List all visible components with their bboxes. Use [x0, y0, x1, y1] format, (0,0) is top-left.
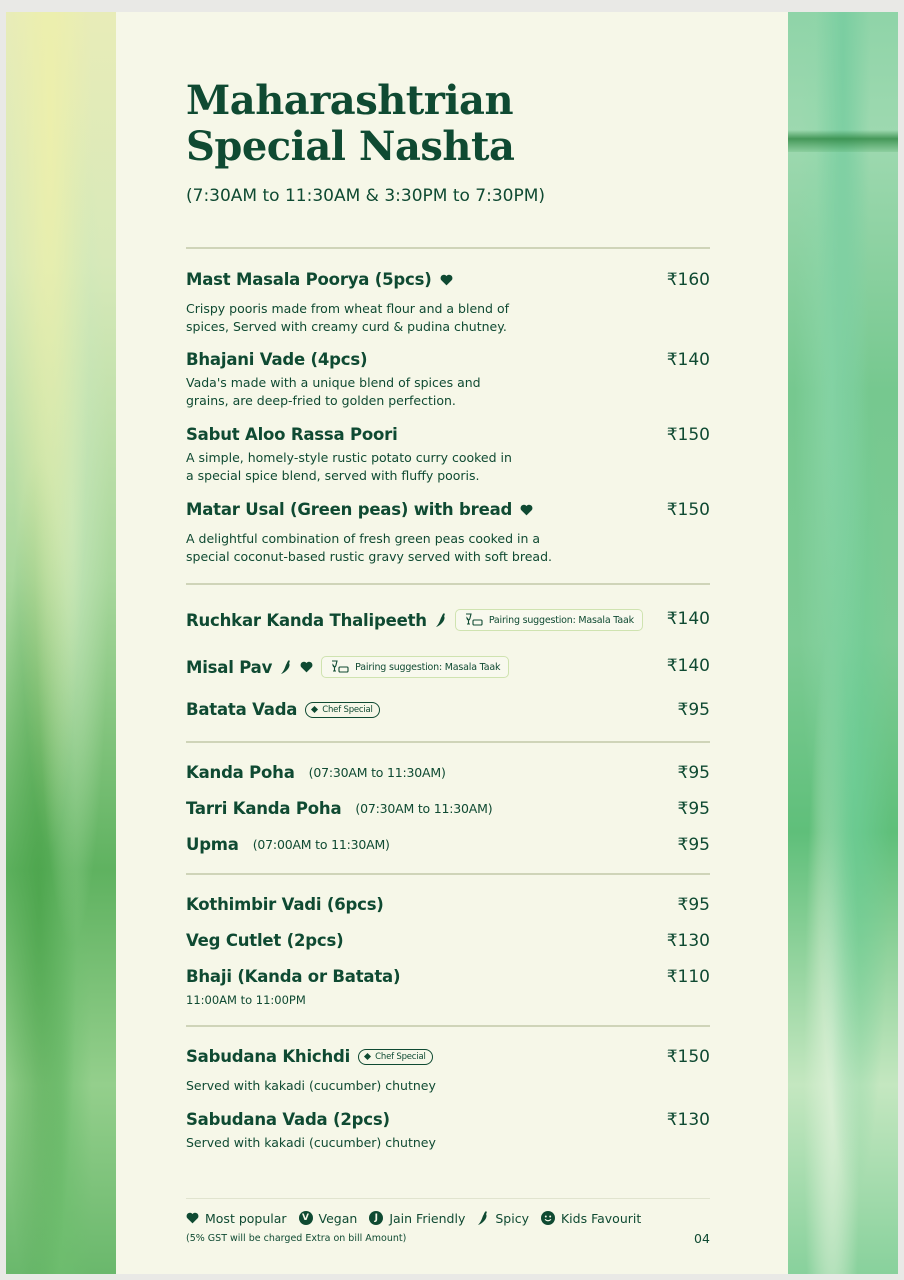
item-name: Bhaji (Kanda or Batata) — [186, 967, 401, 986]
legend-kids-favourite: Kids Favourit — [541, 1211, 641, 1226]
item-name: Batata Vada — [186, 700, 298, 719]
vegan-icon: V — [299, 1211, 313, 1225]
item-name: Tarri Kanda Poha — [186, 799, 342, 818]
item-time: (07:30AM to 11:30AM) — [355, 801, 493, 816]
item-name: Ruchkar Kanda Thalipeeth — [186, 610, 427, 630]
pairing-suggestion-badge — [321, 656, 509, 678]
pairing-text: Pairing suggestion: Masala Taak — [488, 614, 634, 626]
heart-icon — [440, 274, 453, 286]
item-description: Served with kakadi (cucumber) chutney — [186, 1078, 436, 1093]
glass-plate-icon — [464, 613, 484, 627]
chili-pepper-icon — [435, 612, 447, 628]
item-price: ₹95 — [677, 835, 710, 855]
section-divider — [186, 247, 710, 249]
item-name: Matar Usal (Green peas) with bread — [186, 500, 513, 519]
item-name: Upma — [186, 835, 239, 854]
item-price: ₹150 — [666, 1047, 710, 1067]
chef-special-badge: Chef Special — [358, 1049, 432, 1065]
section-divider — [186, 741, 710, 743]
item-name: Sabut Aloo Rassa Poori — [186, 425, 398, 444]
item-price: ₹140 — [666, 656, 710, 676]
section-divider — [186, 1025, 710, 1027]
item-price: ₹140 — [666, 350, 710, 370]
item-name: Sabudana Vada (2pcs) — [186, 1110, 390, 1129]
jain-icon: J — [369, 1211, 383, 1225]
item-price: ₹110 — [666, 967, 710, 987]
item-price: ₹95 — [677, 799, 710, 819]
item-price: ₹150 — [666, 425, 710, 445]
smiley-icon — [541, 1211, 555, 1225]
heart-icon — [186, 1212, 199, 1224]
legend-most-popular: Most popular — [186, 1211, 287, 1226]
item-name: Mast Masala Poorya (5pcs) — [186, 270, 432, 289]
item-name: Veg Cutlet (2pcs) — [186, 931, 344, 950]
item-price: ₹95 — [677, 763, 710, 783]
chef-special-badge: Chef Special — [305, 702, 379, 718]
chili-pepper-icon — [477, 1210, 489, 1226]
heart-icon — [300, 661, 313, 673]
item-name: Kanda Poha — [186, 763, 295, 782]
item-name: Kothimbir Vadi (6pcs) — [186, 895, 384, 914]
legend-jain-friendly: J Jain Friendly — [369, 1211, 465, 1226]
legend-vegan: V Vegan — [299, 1211, 358, 1226]
item-price: ₹130 — [666, 1110, 710, 1130]
service-hours: (7:30AM to 11:30AM & 3:30PM to 7:30PM) — [186, 186, 546, 206]
item-name: Bhajani Vade (4pcs) — [186, 350, 368, 369]
heart-icon — [520, 504, 533, 516]
item-time: 11:00AM to 11:00PM — [186, 993, 306, 1007]
page-title: Maharashtrian Special Nashta — [186, 77, 515, 170]
gst-note: (5% GST will be charged Extra on bill Amount) — [186, 1233, 407, 1244]
item-description: Crispy pooris made from wheat flour and a blend of spices, Served with creamy curd & pudina chutney. — [186, 301, 510, 334]
item-description: Vada's made with a unique blend of spices and grains, are deep-fried to golden perfection. — [186, 375, 481, 408]
legend — [186, 1210, 653, 1226]
item-time: (07:30AM to 11:30AM) — [308, 765, 446, 780]
item-price: ₹95 — [677, 700, 710, 720]
pairing-suggestion-badge — [455, 609, 643, 631]
item-description: A simple, homely-style rustic potato curry cooked in a special spice blend, served with fluffy pooris. — [186, 450, 512, 483]
item-price: ₹140 — [666, 609, 710, 629]
legend-spicy: Spicy — [477, 1210, 529, 1226]
item-price: ₹150 — [666, 500, 710, 520]
item-price: ₹130 — [666, 931, 710, 951]
footer-divider — [186, 1198, 710, 1199]
watercolor-border-left — [6, 12, 116, 1274]
item-price: ₹160 — [666, 270, 710, 290]
watercolor-border-right — [788, 12, 898, 1274]
section-divider — [186, 583, 710, 585]
section-divider — [186, 873, 710, 875]
item-price: ₹95 — [677, 895, 710, 915]
chili-pepper-icon — [280, 659, 292, 675]
item-time: (07:00AM to 11:30AM) — [252, 837, 390, 852]
item-description: Served with kakadi (cucumber) chutney — [186, 1135, 436, 1150]
item-description: A delightful combination of fresh green peas cooked in a special coconut-based rustic gravy served with soft bread. — [186, 531, 552, 564]
page-number: 04 — [694, 1231, 710, 1246]
item-name: Sabudana Khichdi — [186, 1047, 351, 1066]
glass-plate-icon — [330, 660, 350, 674]
pairing-text: Pairing suggestion: Masala Taak — [355, 661, 501, 673]
item-name: Misal Pav — [186, 657, 273, 677]
